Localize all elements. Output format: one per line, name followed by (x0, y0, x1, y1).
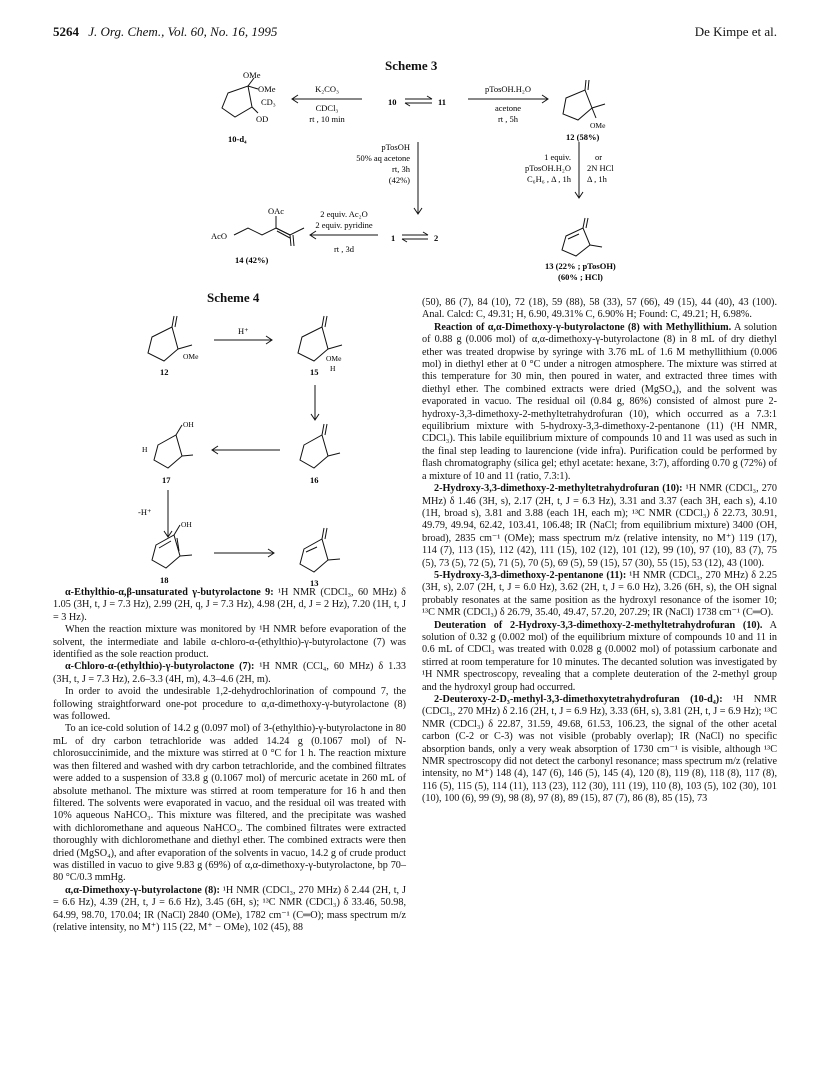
cpd-13-label-2: (60% ; HCl) (558, 272, 603, 282)
cpd-14-oac: OAc (268, 206, 285, 216)
cpd-10d4-group: OMe (243, 70, 261, 80)
paragraph-text: ¹H NMR (CCl₄, 60 MHz) δ 1.33 (3H, t, J = 7.3 Hz), 2.6–3.3 (4H, m), 4.3–4.6 (2H, m). (53, 661, 407, 685)
cpd-17-oh: OH (183, 420, 194, 429)
paragraph (53, 686, 406, 723)
reagent-ptsoh: pTosOH.H₂O (484, 84, 532, 94)
paragraph (422, 322, 777, 483)
paragraph-heading: 2-Deuteroxy-2-D₃-methyl-3,3-dimethoxytetrahydrofuran (10-d₄): (434, 694, 723, 705)
paragraph-heading: Reaction of α,α-Dimethoxy-γ-butyrolactone (8) with Methyllithium. (434, 321, 732, 333)
left-arrow-cond: 50% aq acetone (356, 153, 410, 163)
cpd-12-ome: OMe (183, 352, 199, 361)
left-arrow-cond: (42%) (388, 175, 410, 185)
cpd-10d4-label: 10-d₄ (228, 134, 247, 144)
cpd-10d4-group: CD₃ (261, 97, 276, 107)
right-arrow-cond-b: 2N HCl (587, 163, 614, 173)
scheme-3-title: Scheme 3 (385, 58, 438, 73)
paragraph (53, 661, 406, 686)
eq-label-1: 1 (391, 233, 396, 243)
paragraph-heading: 5-Hydroxy-3,3-dimethoxy-2-pentanone (11): (434, 569, 627, 581)
right-arrow-or: or (595, 152, 603, 162)
paragraph (422, 297, 777, 322)
running-header-authors: De Kimpe et al. (694, 24, 777, 39)
solvent-acetone: acetone (495, 103, 521, 113)
condition-rt-5h: rt , 5h (497, 114, 519, 124)
page-number: 5264 (53, 24, 79, 39)
paragraph (53, 587, 406, 624)
paragraph-text: (50), 86 (7), 84 (10), 72 (18), 59 (88), 58 (33), 57 (66), 49 (15), 44 (40), 43 (100). Anal. Calcd: C, 49.31; H, 6.90, 49.31% C, 6.90% H; Found: C, 49.21; H, 6.98%. (422, 297, 777, 321)
cpd-16-label: 16 (310, 475, 319, 485)
reagent-k2co3: K₂CO₃ (315, 84, 339, 94)
paragraph-text: ¹H NMR (CDCl₃, 270 MHz) δ 2.25 (3H, s), 2.07 (2H, t, J = 6.0 Hz), 3.62 (2H, t, J = 6.0 Hz), 3.26 (6H, s), the OH signal probably resonates at the same position as the hydroxyl resonance of the isomer 10; ¹³C NMR (CDCl₃) δ 26.79, 35.40, 49.47, 57.20, 207.29; IR (NaCl) 1738 cm⁻¹ (C═O). (422, 569, 777, 619)
solvent-cdcl3: CDCl₃ (315, 103, 339, 113)
paragraph-text: ¹H NMR (CDCl₃, 270 MHz) δ 2.16 (2H, t, J = 6.9 Hz), 3.33 (6H, s), 3.81 (2H, t, J = 6.9 Hz); ¹³C NMR (CDCl₃) δ 22.87, 31.59, 49.68, 61.53, 106.23, the signal of the other acetal carbon (C-2 or C-3) was not visible (probably overlap); IR (NaCl) no specific absorption bands, only a very weak absorption of 1730 cm⁻¹ is visible, although ¹³C NMR spectroscopy did not detect the carbonyl resonance; mass spectrum m/z (relative intensity, no M⁺) 148 (4), 147 (6), 146 (5), 145 (4), 120 (8), 119 (8), 118 (8), 117 (8), 116 (5), 115 (5), 114 (11), 113 (23), 112 (30), 111 (19), 110 (8), 103 (5), 102 (30), 101 (10), 100 (6), 99 (9), 98 (8), 97 (8), 89 (15), 87 (7), 86 (8), 85 (15), 73 (422, 694, 777, 805)
left-arrow-cond: rt, 3h (392, 164, 410, 174)
paragraph-heading: α,α-Dimethoxy-γ-butyrolactone (8): (65, 884, 220, 896)
cpd-18-oh: OH (181, 520, 192, 529)
paragraph-heading: α-Chloro-α-(ethylthio)-γ-butyrolactone (7): (65, 661, 255, 673)
paragraph-text: A solution of 0.88 g (0.006 mol) of α,α-dimethoxy-γ-butyrolactone (8) in 8 mL of dry diethyl ether was treated dropwise by syringe with 3.76 mL of 1.6 M methyllithium (0.006 mol) in diethyl ether at 0 °C under a nitrogen atmosphere. The mixture was stirred at this temperature for 30 min, then poured in water, and extracted three times with diethyl ether. The combined extracts were dried (MgSO₄), and the solvent was evaporated in vacuo. The residual oil (0.84 g, 86%) consisted of almost pure 2-hydroxy-3,3-dimethoxy-2-methyltetrahydrofuran (10), which occurred as a 7.3:1 equilibrium mixture with 5-hydroxy-3,3-dimethoxy-2-pentanone (11) (¹H NMR, CDCl₃). This labile equilibrium mixture of compounds 10 and 11 was used as such in the final step leading to laurencione (vide infra). Purification could be performed by flash chromatography (silica gel; ethyl acetate: hexane, 3:7), affording 0.70 g (72%) of a mixture of 10 and 11 (ratio, 7.3:1). (422, 321, 777, 482)
right-arrow-cond-a: pTosOH.H₂O (524, 163, 571, 173)
cpd-15-label: 15 (310, 367, 319, 377)
paragraph-heading: Deuteration of 2-Hydroxy-3,3-dimethoxy-2-methyltetrahydrofuran (10). (434, 619, 763, 631)
eq-label-2: 2 (434, 233, 439, 243)
running-header-left (53, 24, 277, 40)
paragraph-text: ¹H NMR (CDCl₃, 270 MHz) δ 1.46 (3H, s), 2.17 (2H, t, J = 6.3 Hz), 3.31 and 3.37 (each 3H, each s), 4.10 (1H, broad s), 3.81 and 3.88 (each 1H, each m); ¹³C NMR (CDCl₃) δ 22.73, 30.91, 49.79, 49.94, 62.42, 103.41, 106.48; IR (NaCl; from equilibrium mixture) 3400 (OH, broad), 2835 cm⁻¹ (OMe); mass spectrum m/z (relative intensity, no M⁺) 119 (17), 114 (7), 113 (15), 112 (42), 111 (15), 102 (12), 101 (12), 99 (10), 97 (10), 83 (7), 75 (5), 73 (5), 72 (5), 71 (5), 70 (5), 69 (5), 59 (15), 57 (30), 55 (15), 53 (12), 43 (100). (422, 483, 777, 569)
paragraph (422, 570, 777, 620)
cpd-15-ome: OMe (326, 354, 342, 363)
right-arrow-cond-a: 1 equiv. (544, 152, 571, 162)
left-arrow-cond: pTosOH (381, 142, 410, 152)
cpd-13-label: 13 (310, 578, 319, 588)
scheme-3-diagram (0, 70, 829, 300)
paragraph (53, 723, 406, 884)
eq-label-10: 10 (388, 97, 397, 107)
cpd-10d4-group: OD (256, 114, 269, 124)
acylation-reagent: 2 equiv. Ac₂O (320, 209, 368, 219)
cpd-15-h: H (330, 364, 336, 373)
cpd-14-label: 14 (42%) (235, 255, 269, 265)
paragraph (422, 694, 777, 806)
journal-citation: J. Org. Chem., Vol. 60, No. 16, 1995 (88, 24, 278, 39)
h-plus-label: H⁺ (238, 326, 249, 336)
cpd-17-h: H (142, 445, 148, 454)
cpd-18-label: 18 (160, 575, 169, 585)
cpd-14-aco: AcO (211, 231, 228, 241)
minus-h-label: -H⁺ (138, 507, 152, 517)
paragraph-text: A solution of 0.32 g (0.002 mol) of the equilibrium mixture of compounds 10 and 11 in 0.6 mL of CDCl₃ was treated with 0.028 g (0.0002 mol) of potassium carbonate and stirred at room temperature for 10 minutes. The decanted solution was investigated by ¹H NMR spectroscopy, revealing that a complete deuteration of the 2-methyl group and the hydroxyl group had occurred. (422, 619, 777, 693)
right-arrow-cond-a: C₆H₆ , Δ , 1h (527, 174, 571, 184)
paragraph-text: ¹H NMR (CDCl₃, 270 MHz) δ 2.44 (2H, t, J = 6.6 Hz), 4.39 (2H, t, J = 6.6 Hz), 3.45 (6H, s); ¹³C NMR (CDCl₃) δ 33.46, 50.98, 64.99, 98.70, 170.04; IR (NaCl) 2840 (OMe), 1782 cm⁻¹ (C═O); mass spectrum m/z (relative intensity, no M⁺) 115 (22, M⁺ − OMe), 102 (45), 88 (53, 884, 406, 933)
condition-rt-3d: rt , 3d (333, 244, 355, 254)
cpd-13-label: 13 (22% ; pTosOH) (545, 261, 616, 271)
cpd-10d4-group: OMe (258, 84, 276, 94)
paragraph (53, 624, 406, 661)
paragraph-text: When the reaction mixture was monitored by ¹H NMR before evaporation of the solvent, the intermediate and labile α-chloro-α-(ethylthio)-γ-butyrolactone (7) was identified as the sole reaction product. (53, 624, 406, 661)
acylation-reagent: 2 equiv. pyridine (315, 220, 373, 230)
right-arrow-cond-b: Δ , 1h (587, 174, 607, 184)
paragraph-text: In order to avoid the undesirable 1,2-dehydrochlorination of compound 7, the following straightforward one-pot procedure to α,α-dimethoxy-γ-butyrolactone (8) was followed. (53, 686, 406, 723)
cpd-17-label: 17 (162, 475, 171, 485)
paragraph-heading: α-Ethylthio-α,β-unsaturated γ-butyrolactone 9: (65, 587, 274, 598)
condition-rt-10min: rt , 10 min (309, 114, 345, 124)
cpd-12-label: 12 (160, 367, 169, 377)
paragraph-text: ¹H NMR (CDCl₃, 60 MHz) δ 1.05 (3H, t, J = 7.3 Hz), 2.99 (2H, q, J = 7.3 Hz), 4.98 (2H, d, J = 2 Hz), 7.20 (1H, t, J = 3 Hz). (53, 587, 406, 623)
paragraph-heading: 2-Hydroxy-3,3-dimethoxy-2-methyltetrahydrofuran (10): (434, 483, 683, 495)
eq-label-11: 11 (438, 97, 447, 107)
right-text-column (422, 297, 777, 806)
scheme-4-title: Scheme 4 (207, 290, 260, 305)
paragraph (53, 885, 406, 935)
paragraph-text: To an ice-cold solution of 14.2 g (0.097 mol) of 3-(ethylthio)-γ-butyrolactone in 80 mL of dry carbon tetrachloride was added 14.24 g (0.1067 mol) of N-chlorosuccinimide, and the mixture was stirred at 0 °C for 1 h. The reaction mixture was then filtered and washed with dry carbon tetrachloride, and the combined filtrates were added to a suspension of 33.8 g (0.1067 mol) of mercuric acetate in 260 mL of absolute methanol. The mixture was stirred at room temperature for 16 h and then filtered. The solvents were evaporated in vacuo, and the residual oil was treated with 10% aqueous NaHCO₃. This mixture was filtered, and the precipitate was washed with dichloromethane and aqueous NaHCO₃. The combined filtrates were extracted thoroughly with dichloromethane and diethyl ether. The combined extracts were then dried (MgSO₄), and after evaporation of the solvents in vacuo, 14.2 g of crude product was distilled in vacuo to give 9.83 g (69%) of α,α-dimethoxy-γ-butyrolactone, bp 70–80 °C/0.3 mmHg. (53, 723, 406, 884)
cpd-12-ome: OMe (590, 121, 606, 130)
paragraph (422, 483, 777, 570)
left-text-column (53, 587, 406, 934)
paragraph (422, 620, 777, 694)
cpd-12-label: 12 (58%) (566, 132, 600, 142)
